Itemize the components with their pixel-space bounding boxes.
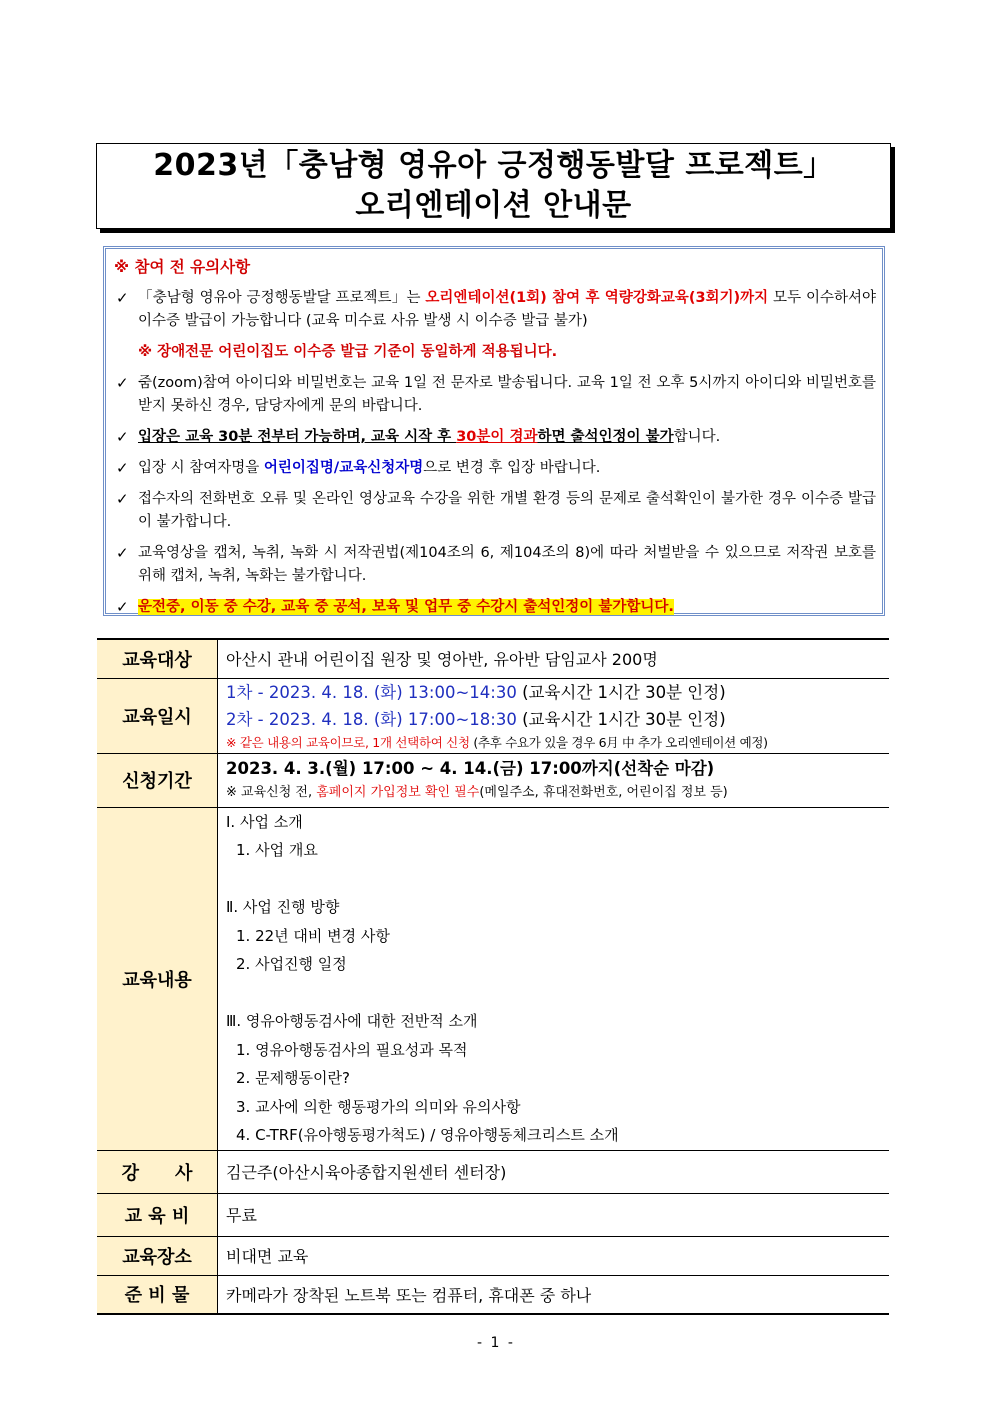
session-note: (교육시간 1시간 30분 인정) (516, 709, 726, 729)
row-label: 교육내용 (97, 807, 218, 1150)
table-row (97, 1193, 889, 1236)
row-value: 아산시 관내 어린이집 원장 및 영아반, 유아반 담임교사 200명 (218, 639, 890, 678)
notice-item-highlight: 어린이집명/교육신청자명 (263, 460, 424, 476)
schedule-note-red: ※ 같은 내용의 교육이므로, 1개 선택하여 신청 (226, 734, 470, 750)
notice-heading: ※ 참여 전 유의사항 (114, 258, 251, 276)
document-title-line1: 2023년「충남형 영유아 긍정행동발달 프로젝트」 (153, 148, 834, 183)
content-item: 2. 사업진행 일정 (236, 955, 347, 973)
notice-item-text: 입장 시 참여자명을 (138, 460, 264, 476)
notice-item-text: 접수자의 전화번호 오류 및 온라인 영상교육 수강을 위한 개별 환경 등의 문제로 출석확인이 불가한 경우 이수증 발급이 불가합니다. (138, 491, 876, 530)
notice-item-highlight: 오리엔테이션(1회) 참여 후 역량강화교육(3회기)까지 (425, 290, 769, 306)
check-icon: ✓ (116, 374, 129, 392)
notice-box (103, 246, 885, 616)
content-section: Ⅰ. 사업 소개 (226, 812, 303, 831)
notice-item-attendance (114, 596, 876, 619)
table-row (97, 678, 889, 753)
info-table (97, 638, 889, 1315)
notice-item-text: 교육영상을 캡처, 녹취, 녹화 시 저작권법(제104조의 6, 제104조의 8)에 따라 처벌받을 수 있으므로 저작권 보호를 위해 캡처, 녹취, 녹화는 불가합니다. (138, 545, 876, 584)
content-item: 2. 문제행동이란? (236, 1069, 350, 1087)
content-gap (226, 865, 881, 894)
notice-item-text: 으로 변경 후 입장 바랍니다. (423, 460, 601, 476)
notice-item-text: 하면 출석인정이 불가 (537, 429, 674, 445)
table-row (97, 807, 889, 1150)
check-icon: ✓ (116, 598, 129, 616)
notice-item-highlight: 운전중, 이동 중 수강, 교육 중 공석, 보육 및 업무 중 수강시 출석인정이 불가합니다. (138, 599, 674, 615)
title-box (96, 143, 891, 229)
period-note (226, 782, 881, 804)
content-section: Ⅲ. 영유아행동검사에 대한 전반적 소개 (226, 1012, 478, 1030)
table-row (97, 753, 889, 807)
notice-item-entry-time (114, 426, 876, 449)
row-value (218, 678, 890, 753)
check-icon: ✓ (116, 544, 129, 562)
table-row (97, 1275, 889, 1314)
period-note-text: (메일주소, 휴대전화번호, 어린이집 정보 등) (479, 785, 728, 800)
row-value: 김근주(아산시육아종합지원센터 센터장) (218, 1150, 890, 1193)
notice-item-text: 줌(zoom)참여 아이디와 비밀번호는 교육 1일 전 문자로 발송됩니다. 교육 1일 전 오후 5시까지 아이디와 비밀번호를 받지 못하신 경우, 담당자에게 문의 바랍니다. (138, 375, 876, 414)
notice-item-name-change (114, 457, 876, 480)
period-note-red: 홈페이지 가입정보 확인 필수 (316, 785, 480, 800)
content-item: 1. 사업 개요 (236, 841, 318, 859)
notice-item-phone-error (114, 488, 876, 534)
row-label: 교 육 비 (97, 1193, 218, 1236)
row-value: 비대면 교육 (218, 1236, 890, 1275)
check-icon: ✓ (116, 428, 129, 446)
schedule-note-black: (추후 수요가 있을 경우 6月 中 추가 오리엔테이션 예정) (469, 734, 768, 750)
content-section: Ⅱ. 사업 진행 방향 (226, 898, 340, 916)
notice-subnote: ※ 장애전문 어린이집도 이수증 발급 기준이 동일하게 적용됩니다. (138, 344, 558, 360)
content-gap (226, 979, 881, 1008)
page-number: - 1 - (477, 1335, 515, 1351)
table-row (97, 1150, 889, 1193)
period-main: 2023. 4. 3.(월) 17:00 ~ 4. 14.(금) 17:00까지(선착순 마감) (226, 759, 715, 778)
check-icon: ✓ (116, 490, 129, 508)
content-item: 1. 22년 대비 변경 사항 (236, 926, 390, 945)
content-item: 3. 교사에 의한 행동평가의 의미와 유의사항 (236, 1097, 521, 1116)
row-label: 신청기간 (97, 753, 218, 807)
notice-item-text: 입장은 교육 30분 전부터 가능하며, 교육 시작 후 (138, 429, 457, 445)
row-label: 준 비 물 (97, 1275, 218, 1314)
session-time: 1차 - 2023. 4. 18. (화) 13:00~14:30 (226, 682, 517, 702)
content-item: 1. 영유아행동검사의 필요성과 목적 (236, 1040, 468, 1059)
notice-item-copyright (114, 542, 876, 588)
row-value: 카메라가 장착된 노트북 또는 컴퓨터, 휴대폰 중 하나 (218, 1275, 890, 1314)
row-value (218, 753, 890, 807)
session-time: 2차 - 2023. 4. 18. (화) 17:00~18:30 (226, 709, 517, 729)
period-note-text: ※ 교육신청 전, (226, 785, 317, 800)
schedule-session2 (226, 706, 881, 733)
row-label: 교육대상 (97, 639, 218, 678)
document-title-line2: 오리엔테이션 안내문 (355, 188, 632, 223)
content-item: 4. C-TRF(유아행동평가척도) / 영유아행동체크리스트 소개 (236, 1126, 619, 1144)
row-label: 강 사 (97, 1150, 218, 1193)
row-label: 교육일시 (97, 678, 218, 753)
row-value: 무료 (218, 1193, 890, 1236)
notice-item-highlight: 30분이 경과 (456, 429, 538, 445)
schedule-note (226, 733, 881, 753)
check-icon: ✓ (116, 289, 129, 307)
schedule-session1 (226, 679, 881, 706)
notice-item-zoom (114, 372, 876, 418)
row-value (218, 807, 890, 1150)
row-label: 교육장소 (97, 1236, 218, 1275)
table-row (97, 639, 889, 678)
notice-item-text: 모두 이수하셔야 이수증 발급이 가능합니다 (교육 미수료 사유 발생 시 이수증 발급 불가) (138, 290, 876, 329)
session-note: (교육시간 1시간 30분 인정) (516, 682, 726, 702)
notice-item-text: 합니다. (673, 429, 721, 445)
table-row (97, 1236, 889, 1275)
notice-item-text: 「충남형 영유아 긍정행동발달 프로젝트」는 (138, 290, 426, 306)
notice-item-completion (114, 287, 876, 333)
check-icon: ✓ (116, 459, 129, 477)
